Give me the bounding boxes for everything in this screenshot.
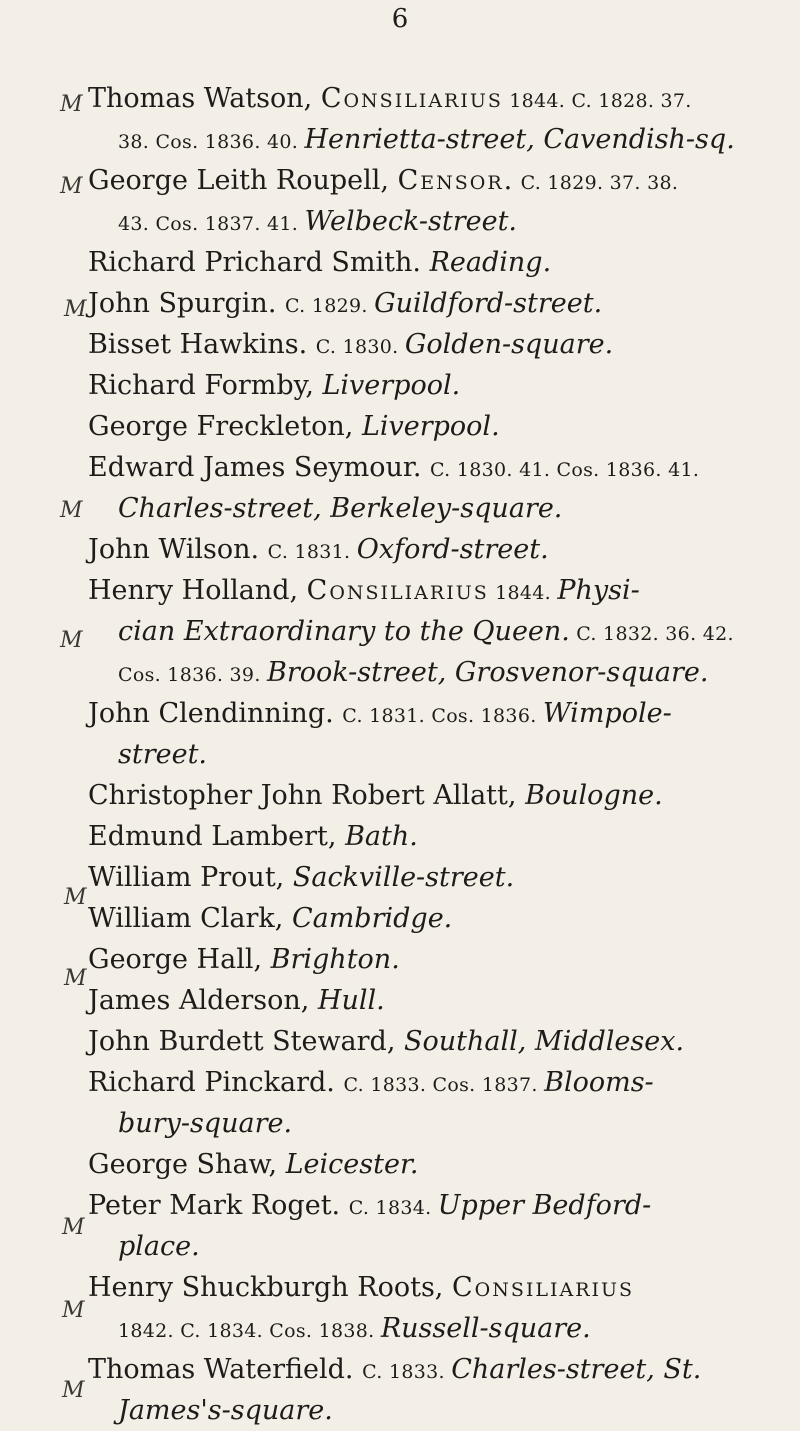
member-dates: 38. Cos. 1836. 40. (118, 131, 305, 153)
list-line (88, 365, 788, 406)
list-line (88, 1349, 788, 1390)
member-address: Physi- (557, 575, 640, 606)
member-address: Sackville-street. (292, 862, 515, 893)
member-name: Richard Pinckard. (88, 1067, 344, 1098)
list-line (88, 898, 788, 939)
member-name: Christopher John Robert Allatt, (88, 780, 526, 811)
list-line (88, 283, 788, 324)
list-line (88, 529, 788, 570)
member-address: Bath. (345, 821, 418, 852)
member-address: Brighton. (270, 944, 400, 975)
margin-mark: M (62, 1298, 85, 1323)
member-dates: Cos. 1836. 39. (118, 664, 267, 686)
member-address: Welbeck-street. (304, 206, 518, 237)
member-list (88, 78, 788, 1431)
member-dates: 1844. (488, 582, 558, 604)
member-dates: 1844. C. 1828. 37. (502, 90, 692, 112)
member-name: John Clendinning. (88, 698, 343, 729)
margin-mark: M (60, 498, 83, 523)
member-name: Richard Prichard Smith. (88, 247, 430, 278)
member-name: John Wilson. (88, 534, 268, 565)
member-role: Consiliarius (320, 83, 503, 114)
list-line (88, 1144, 788, 1185)
list-line (88, 857, 788, 898)
list-line (88, 816, 788, 857)
list-line (88, 242, 788, 283)
member-address: Charles-street, Berkeley-square. (118, 493, 563, 524)
list-line (88, 570, 788, 611)
member-dates: 1842. C. 1834. Cos. 1838. (118, 1320, 381, 1342)
member-address: Blooms- (544, 1067, 654, 1098)
member-address: Cambridge. (291, 903, 453, 934)
list-line (88, 160, 788, 201)
member-address: bury-square. (118, 1108, 293, 1139)
list-line (88, 1062, 788, 1103)
list-line (88, 1103, 788, 1144)
member-address: place. (118, 1231, 200, 1262)
member-name: Peter Mark Roget. (88, 1190, 349, 1221)
member-address: Boulogne. (525, 780, 663, 811)
list-line (88, 78, 788, 119)
member-dates: C. 1832. 36. 42. (569, 623, 734, 645)
member-address: Reading. (429, 247, 552, 278)
member-dates: C. 1830. (315, 336, 405, 358)
member-address: Henrietta-street, Cavendish-sq. (304, 124, 735, 155)
member-name: John Spurgin. (88, 288, 285, 319)
margin-mark: M (64, 885, 87, 910)
member-role: Consiliarius (451, 1272, 635, 1303)
member-name: William Clark, (88, 903, 292, 934)
list-line (88, 406, 788, 447)
member-address: Russell-square. (380, 1313, 591, 1344)
list-line (88, 201, 788, 242)
member-address: Guildford-street. (374, 288, 603, 319)
list-line (88, 980, 788, 1021)
member-dates: 43. Cos. 1837. 41. (118, 213, 305, 235)
list-line (88, 1390, 788, 1431)
member-name: Thomas Waterfield. (88, 1354, 363, 1385)
member-address: street. (118, 739, 208, 770)
list-line (88, 488, 788, 529)
list-line (88, 1185, 788, 1226)
member-address: James's-square. (118, 1395, 333, 1426)
member-name: George Hall, (88, 944, 271, 975)
member-address: Oxford-street. (356, 534, 549, 565)
member-name: George Freckleton, (88, 411, 362, 442)
member-address: cian Extraordinary to the Queen. (118, 616, 570, 647)
member-dates: C. 1831. (267, 541, 357, 563)
margin-mark: M (64, 297, 87, 322)
member-name: Edmund Lambert, (88, 821, 346, 852)
member-dates: C. 1833. Cos. 1837. (343, 1074, 545, 1096)
member-dates: C. 1834. (348, 1197, 438, 1219)
margin-mark: M (64, 966, 87, 991)
member-address: Hull. (317, 985, 385, 1016)
member-address: Golden-square. (404, 329, 614, 360)
list-line (88, 734, 788, 775)
member-name: George Leith Roupell, (88, 165, 398, 196)
member-dates: C. 1831. Cos. 1836. (342, 705, 543, 727)
margin-mark: M (60, 92, 83, 117)
member-address: Leicester. (285, 1149, 419, 1180)
margin-mark: M (60, 628, 83, 653)
member-address: Wimpole- (542, 698, 672, 729)
member-name: Henry Shuckburgh Roots, (88, 1272, 452, 1303)
margin-mark: M (62, 1215, 85, 1240)
list-line (88, 1308, 788, 1349)
list-line (88, 447, 788, 488)
member-name: Bisset Hawkins. (88, 329, 316, 360)
member-address: Charles-street, St. (451, 1354, 702, 1385)
member-role: Censor. (397, 165, 515, 196)
page-number: 6 (391, 4, 409, 34)
member-address: Southall, Middlesex. (404, 1026, 685, 1057)
member-name: Richard Formby, (88, 370, 323, 401)
list-line (88, 324, 788, 365)
member-dates: C. 1829. 37. 38. (514, 172, 679, 194)
member-role: Consiliarius (306, 575, 489, 606)
list-line (88, 1226, 788, 1267)
list-line (88, 652, 788, 693)
member-dates: C. 1830. 41. Cos. 1836. 41. (430, 459, 700, 481)
list-line (88, 939, 788, 980)
list-line (88, 1021, 788, 1062)
list-line (88, 119, 788, 160)
member-name: James Alderson, (88, 985, 318, 1016)
list-line (88, 775, 788, 816)
member-name: Edward James Seymour. (88, 452, 430, 483)
member-address: Brook-street, Grosvenor-square. (267, 657, 709, 688)
member-address: Upper Bedford- (437, 1190, 652, 1221)
margin-mark: M (60, 174, 83, 199)
member-address: Liverpool. (322, 370, 461, 401)
member-dates: C. 1829. (285, 295, 375, 317)
member-name: Thomas Watson, (88, 83, 321, 114)
member-name: John Burdett Steward, (88, 1026, 405, 1057)
member-dates: C. 1833. (362, 1361, 452, 1383)
member-name: Henry Holland, (88, 575, 307, 606)
margin-mark: M (62, 1378, 85, 1403)
list-line (88, 693, 788, 734)
member-address: Liverpool. (361, 411, 500, 442)
list-line (88, 611, 788, 652)
list-line (88, 1267, 788, 1308)
member-name: William Prout, (88, 862, 293, 893)
member-name: George Shaw, (88, 1149, 286, 1180)
